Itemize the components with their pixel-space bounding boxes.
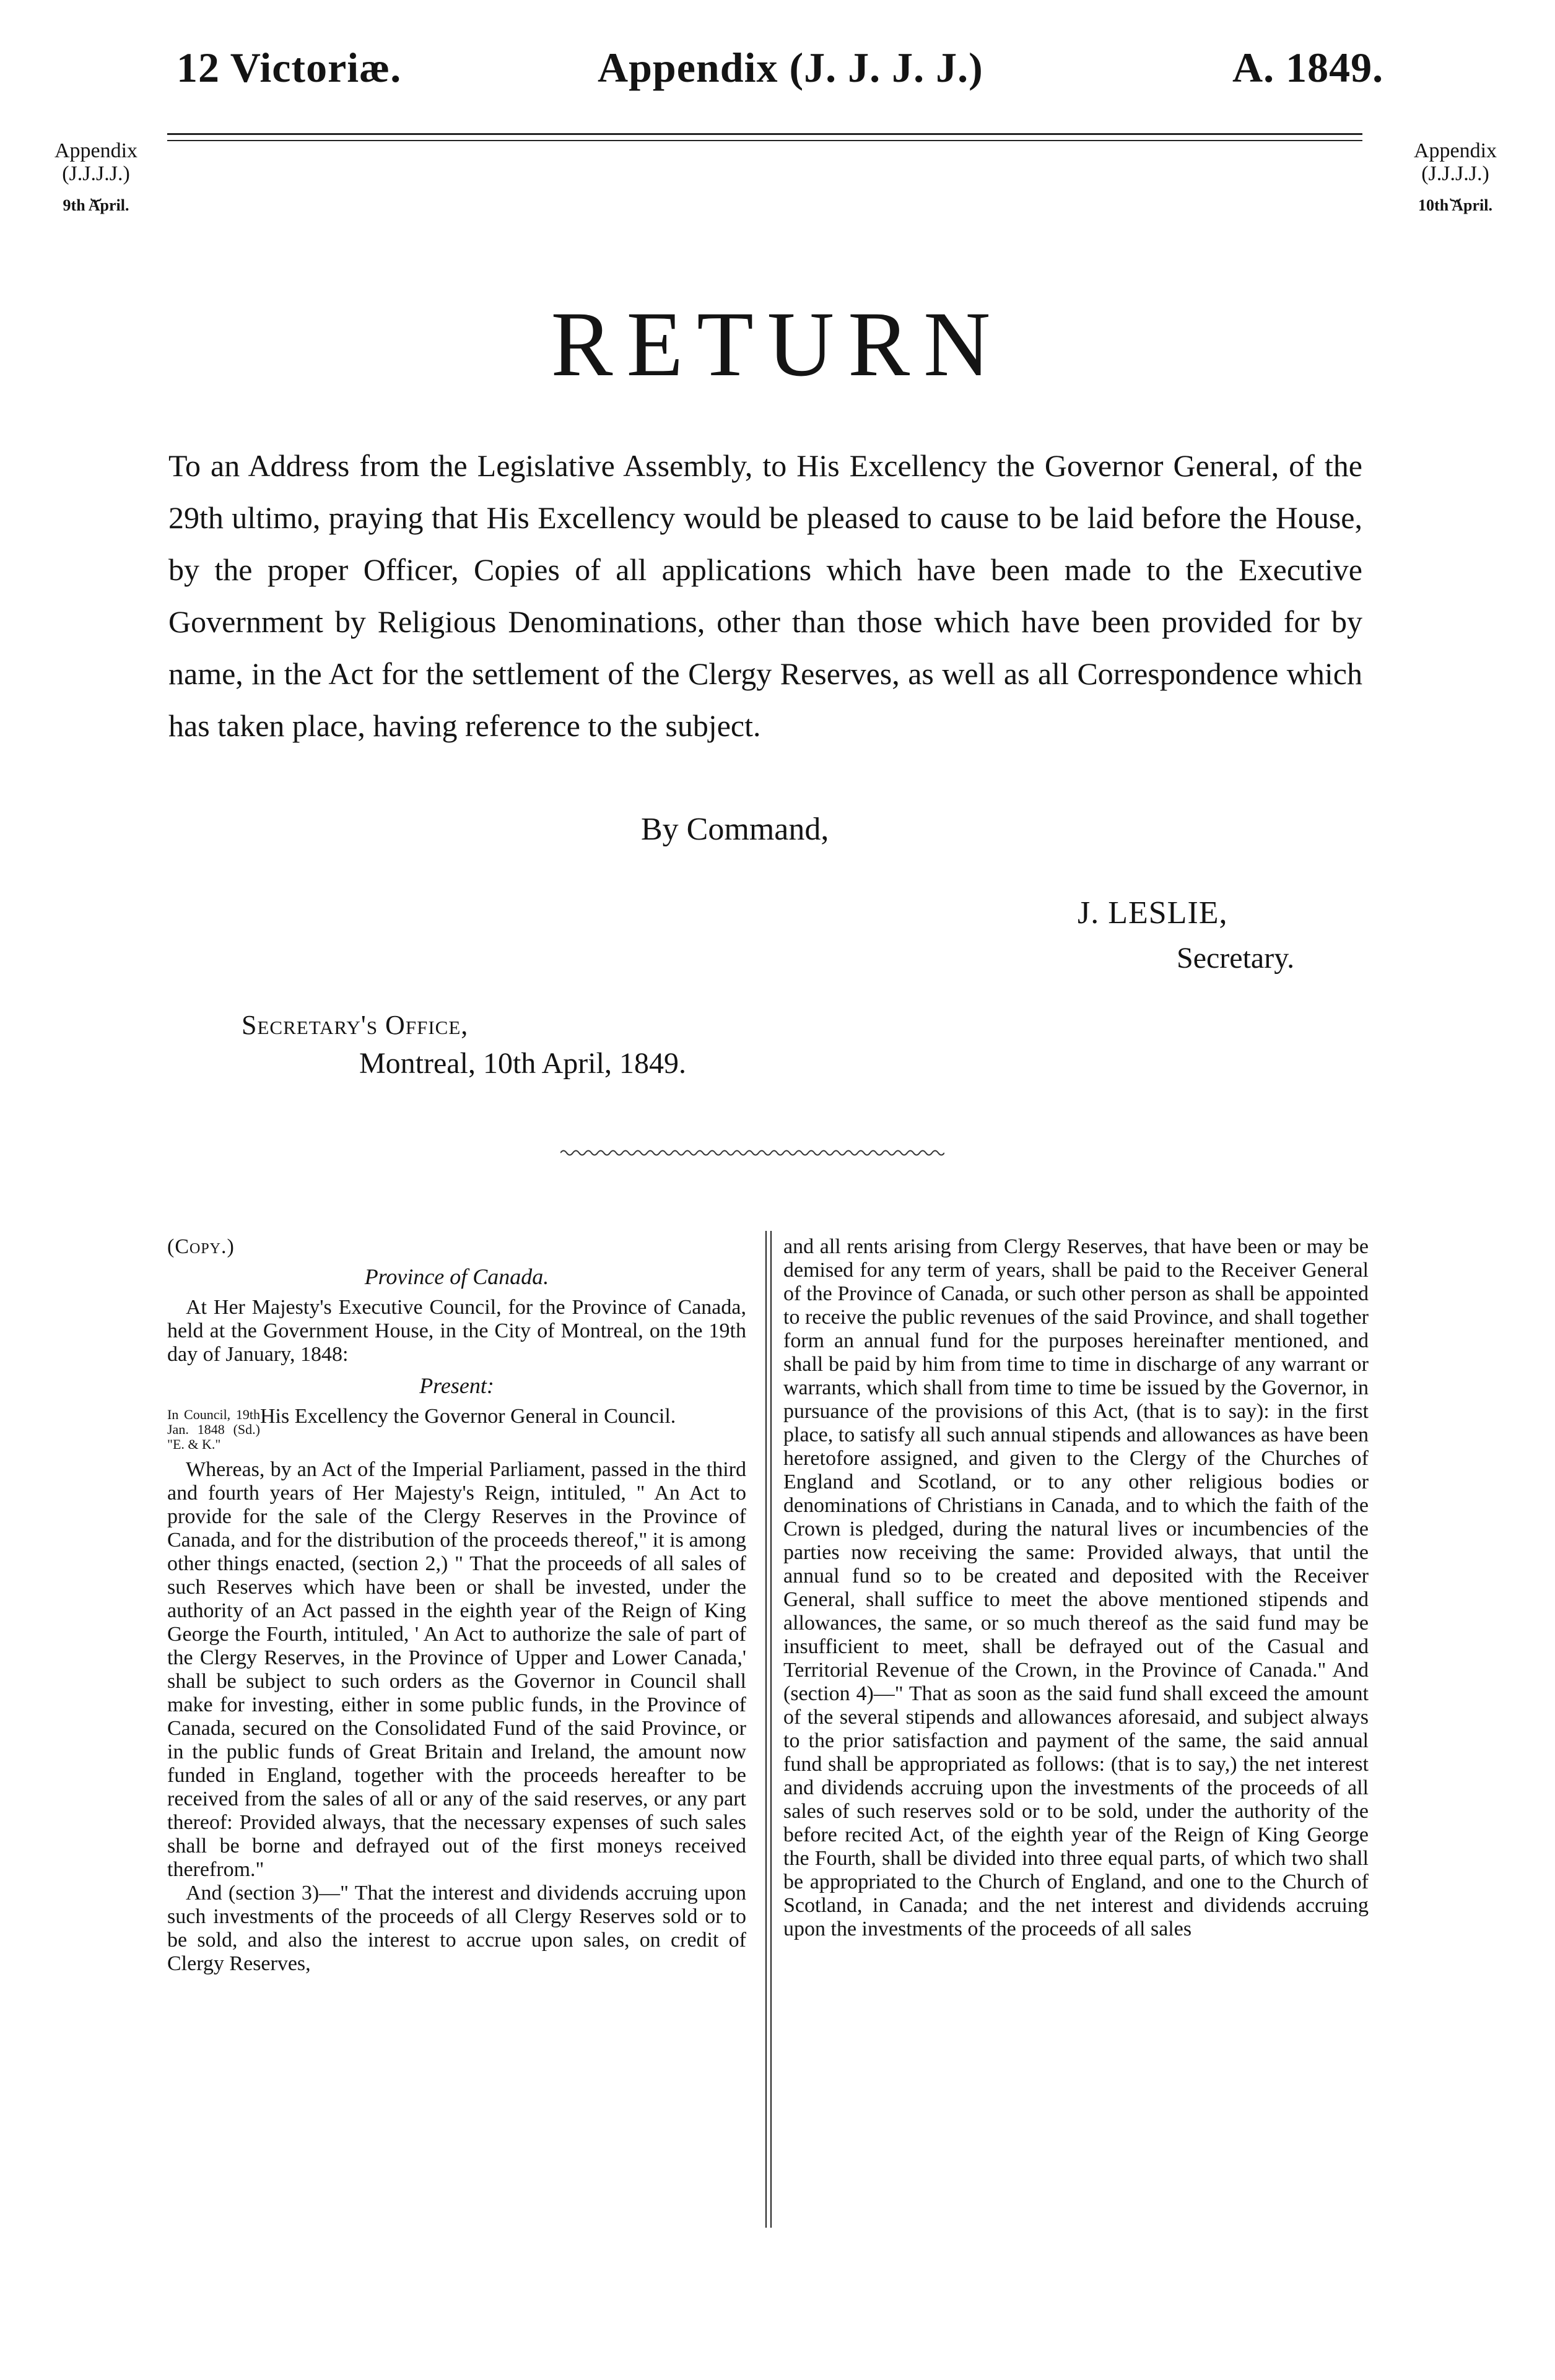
signer-name: J. LESLIE, xyxy=(1078,895,1228,931)
address-text: To an Address from the Legislative Assembly, to His Excellency the Governor General, of the 29th ultimo, praying that His Excellency would be pleased to cause to be laid before the House, by the proper Officer, Copies of all applications which have been made to the Executive Government by Religious Denominations, other than those which have been provided for by name, in the Act for the settlement of the Clergy Reserves, as well as all Correspondence which has taken place, having reference to the subject. xyxy=(168,448,1362,743)
margin-date: 10th April. xyxy=(1418,196,1492,214)
wavy-rule-ornament xyxy=(560,1149,944,1157)
by-command: By Command, xyxy=(641,812,829,847)
province-heading: Province of Canada. xyxy=(364,1264,549,1289)
margin-note-left xyxy=(28,139,164,214)
right-column xyxy=(783,1235,1369,1941)
margin-label: Appendix xyxy=(1413,139,1497,162)
margin-ref: (J.J.J.J.) xyxy=(62,162,130,186)
right-column-text: and all rents arising from Clergy Reserves, that have been or may be demised for any term of years, shall be paid to the Receiver General of the Province of Canada, or such other person as shall be appointed to receive the public revenues of the said Province, and shall together form an annual fund for the purposes hereinafter mentioned, and shall be paid by him from time to time in discharge of any warrant or warrants, which shall from time to time be issued by the Governor, in pursuance of the provisions of this Act, (that is to say): in the first place, to satisfy all such annual stipends and allowances as have been heretofore assigned, and given to the Clergy of the Churches of England and Scotland, or to any other religious bodies or denominations of Christians in Canada, and to which the faith of the Crown is pledged, during the natural lives or incumbencies of the parties now receiving the same: Provided always, that until the annual fund so to be created and deposited with the Receiver General, shall suffice to meet the above mentioned stipends and allowances, the same, or so much thereof as the said fund may be insufficient to meet, shall be defrayed out of the Casual and Territorial Revenue of the Crown, in the Province of Canada." And (section 4)—" That as soon as the said fund shall exceed the amount of the several stipends and allowances aforesaid, and subject always to the prior satisfaction and payment of the same, the said annual fund shall be appropriated as follows: (that is to say,) the net interest and dividends accruing upon the investments of the proceeds of all sales of such reserves sold or to be sold, under the authority of the before recited Act, of the eighth year of the Reign of King George the Fourth, shall be divided into three equal parts, of which two shall be appropriated to the Church of England, and one to the Church of Scotland, in Canada; and the net interest and dividends accruing upon the investments of the proceeds of all sales xyxy=(783,1235,1369,1940)
council-paragraph: At Her Majesty's Executive Council, for the Province of Canada, held at the Government House, in the City of Montreal, on the 19th day of January, 1848: xyxy=(167,1296,746,1366)
margin-label: Appendix xyxy=(54,139,138,162)
column-divider xyxy=(765,1231,772,2228)
whereas-paragraph: Whereas, by an Act of the Imperial Parliament, passed in the third and fourth years of Her Majesty's Reign, intituled, " An Act to provide for the sale of the Clergy Reserves in the Province of Canada, and for the distribution of the proceeds thereof," it is among other things enacted, (section 2,) " That the proceeds of all sales of such Reserves which have been or shall be invested, under the authority of an Act passed in the eighth year of the Reign of King George the Fourth, intituled, ' An Act to authorize the sale of part of the Clergy Reserves, in the Province of Upper and Lower Canada,' shall be subject to such orders as the Governor in Council shall make for investing, either in some public funds, in the Province of Canada, secured on the Consolidated Fund of the said Province, or in the public funds of Great Britain and Ireland, the amount now funded in England, together with the proceeds hereafter to be received from the sales of all or any of the said reserves, or any part thereof: Provided always, that the necessary expenses of such sales shall be borne and defrayed out of the first moneys received therefrom." xyxy=(167,1458,746,1881)
header-session: 12 Victoriæ. xyxy=(176,44,402,91)
present-heading: Present: xyxy=(419,1373,494,1398)
left-column xyxy=(167,1235,746,1976)
brace-icon: ⏟ xyxy=(90,180,102,201)
margin-date: 9th April. xyxy=(63,196,129,214)
side-note: In Council, 19th Jan. 1848 (Sd.) "E. & K." xyxy=(167,1407,260,1452)
header-rule xyxy=(167,133,1362,141)
signer-title: Secretary. xyxy=(1177,942,1295,975)
header-appendix: Appendix (J. J. J. J.) xyxy=(598,44,983,91)
brace-icon: ⏟ xyxy=(1450,180,1461,201)
header-year: A. 1849. xyxy=(1232,44,1384,91)
margin-note-right xyxy=(1387,139,1523,214)
governor-line: His Excellency the Governor General in Council. xyxy=(260,1405,676,1428)
office-place-date: Montreal, 10th April, 1849. xyxy=(359,1047,686,1080)
office-name: Secretary's Office, xyxy=(242,1010,469,1040)
copy-label: (Copy.) xyxy=(167,1235,235,1258)
section3-paragraph: And (section 3)—" That the interest and dividends accruing upon such investments of the proceeds of all Clergy Reserves sold or to be sold, and also the interest to accrue upon sales, on credit of Clergy Reserves, xyxy=(167,1882,746,1975)
margin-ref: (J.J.J.J.) xyxy=(1421,162,1489,186)
document-title: RETURN xyxy=(551,293,1004,396)
council-row xyxy=(167,1405,746,1452)
